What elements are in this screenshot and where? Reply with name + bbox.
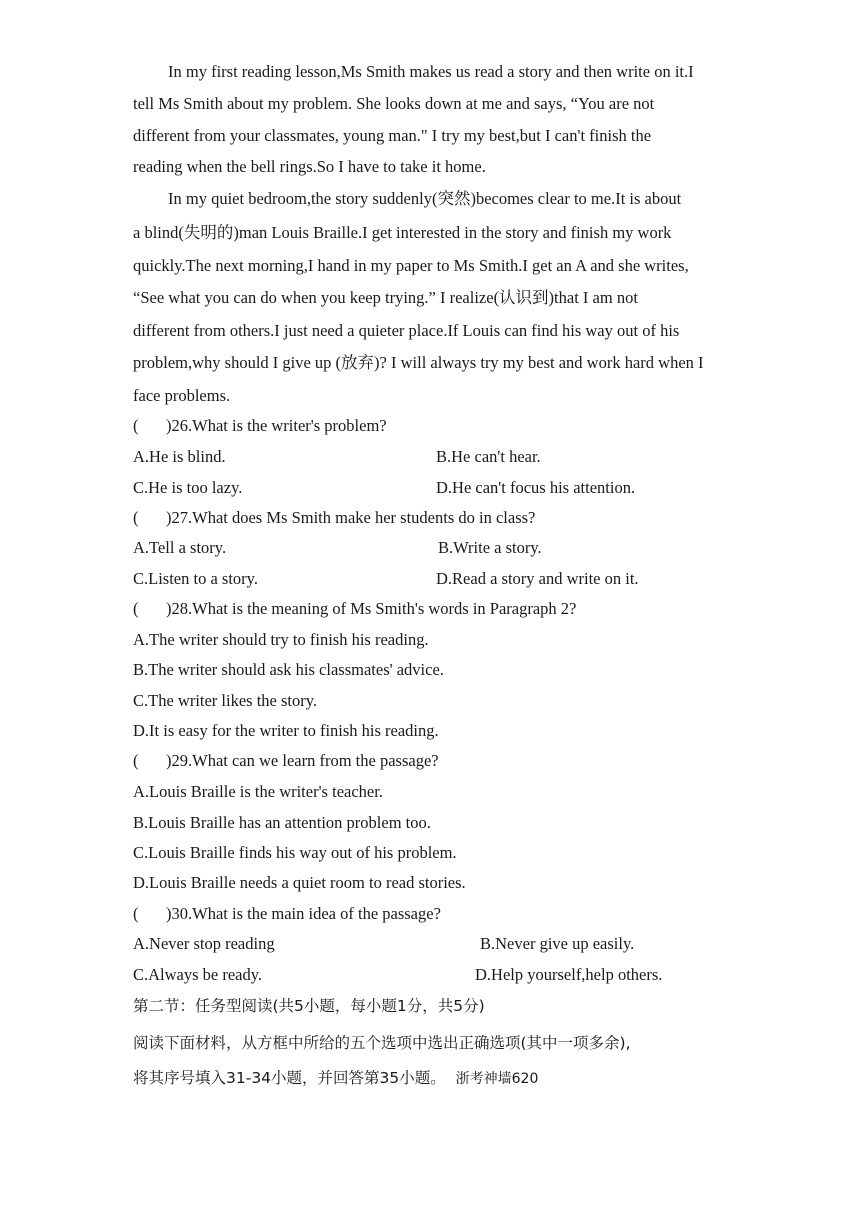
q26-option-c: C.He is too lazy. xyxy=(133,478,243,497)
q29-option-d: D.Louis Braille needs a quiet room to read stories. xyxy=(133,873,466,892)
answer-blank[interactable]: ( xyxy=(133,904,139,923)
q30-option-b: B.Never give up easily. xyxy=(480,934,635,953)
q26-option-b: B.He can't hear. xyxy=(436,447,541,466)
q30-option-a: A.Never stop reading xyxy=(133,934,275,953)
q29-option-b: B.Louis Braille has an attention problem too. xyxy=(133,813,431,832)
q28-option-a: A.The writer should try to finish his reading. xyxy=(133,630,429,649)
q27-option-d: D.Read a story and write on it. xyxy=(436,569,639,588)
passage-p2-line-4: “See what you can do when you keep trying.” I realize(认识到)that I am not xyxy=(133,288,638,307)
question-27: ( )27.What does Ms Smith make her students do in class? xyxy=(133,508,536,527)
question-text: 30.What is the main idea of the passage? xyxy=(171,904,441,923)
question-28: ( )28.What is the meaning of Ms Smith's words in Paragraph 2? xyxy=(133,599,577,618)
q26-option-a: A.He is blind. xyxy=(133,447,226,466)
q28-option-c: C.The writer likes the story. xyxy=(133,691,318,710)
passage-p2-line-2: a blind(失明的)man Louis Braille.I get interested in the story and finish my work xyxy=(133,223,672,242)
section-2-instruction-line-2: 将其序号填入31-34小题，并回答第35小题。 浙考神墙620 xyxy=(133,1069,539,1087)
answer-blank[interactable]: ( xyxy=(133,599,139,618)
q29-option-c: C.Louis Braille finds his way out of his problem. xyxy=(133,843,457,862)
question-text: 28.What is the meaning of Ms Smith's words in Paragraph 2? xyxy=(171,599,577,618)
answer-blank[interactable]: ( xyxy=(133,416,139,435)
passage-p2-line-1: In my quiet bedroom,the story suddenly(突然)becomes clear to me.It is about xyxy=(168,189,682,208)
q27-option-c: C.Listen to a story. xyxy=(133,569,258,588)
passage-p1-line-4: reading when the bell rings.So I have to take it home. xyxy=(133,157,486,176)
question-text: 26.What is the writer's problem? xyxy=(171,416,387,435)
section-2-heading: 第二节：任务型阅读(共5小题，每小题1分，共5分) xyxy=(133,997,485,1015)
watermark-text: 浙考神墙620 xyxy=(455,1071,539,1087)
passage-p2-line-6: problem,why should I give up (放弃)? I will always try my best and work hard when I xyxy=(133,353,704,372)
q29-option-a: A.Louis Braille is the writer's teacher. xyxy=(133,782,383,801)
passage-p1-line-2: tell Ms Smith about my problem. She looks down at me and says, “You are not xyxy=(133,94,655,113)
passage-p1-line-3: different from your classmates, young man." I try my best,but I can't finish the xyxy=(133,126,652,145)
q28-option-b: B.The writer should ask his classmates' advice. xyxy=(133,660,444,679)
q27-option-b: B.Write a story. xyxy=(438,538,542,557)
q30-option-d: D.Help yourself,help others. xyxy=(475,965,663,984)
q28-option-d: D.It is easy for the writer to finish his reading. xyxy=(133,721,439,740)
answer-blank[interactable]: ( xyxy=(133,751,139,770)
answer-blank[interactable]: ( xyxy=(133,508,139,527)
question-29: ( )29.What can we learn from the passage? xyxy=(133,751,439,770)
q27-option-a: A.Tell a story. xyxy=(133,538,227,557)
section-2-instruction-line-1: 阅读下面材料，从方框中所给的五个选项中选出正确选项(其中一项多余), xyxy=(133,1034,631,1052)
passage-p2-line-3: quickly.The next morning,I hand in my paper to Ms Smith.I get an A and she writes, xyxy=(133,256,689,275)
question-text: 27.What does Ms Smith make her students do in class? xyxy=(171,508,536,527)
question-text: 29.What can we learn from the passage? xyxy=(171,751,439,770)
passage-p2-line-7: face problems. xyxy=(133,386,231,405)
q26-option-d: D.He can't focus his attention. xyxy=(436,478,636,497)
passage-p2-line-5: different from others.I just need a quieter place.If Louis can find his way out of his xyxy=(133,321,680,340)
question-30: ( )30.What is the main idea of the passage? xyxy=(133,904,441,923)
passage-p1-line-1: In my first reading lesson,Ms Smith makes us read a story and then write on it.I xyxy=(168,62,694,81)
q30-option-c: C.Always be ready. xyxy=(133,965,263,984)
question-26: ( )26.What is the writer's problem? xyxy=(133,416,387,435)
